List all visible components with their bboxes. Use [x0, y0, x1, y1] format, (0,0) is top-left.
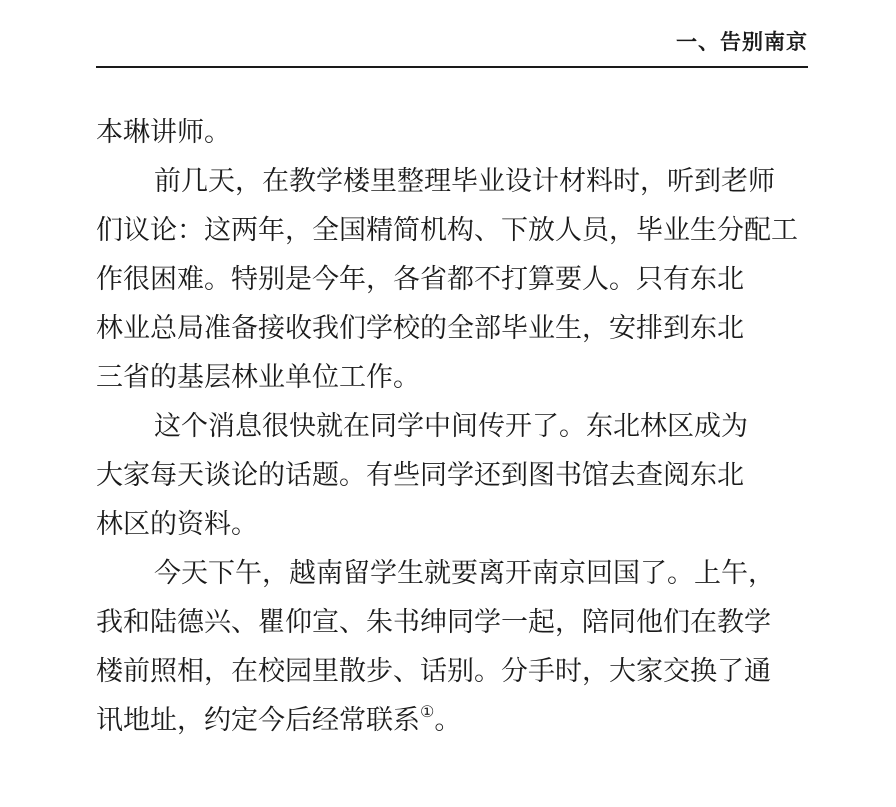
running-head: 一、告别南京	[676, 30, 808, 54]
text-line: 楼前照相，在校园里散步、话别。分手时，大家交换了通	[96, 656, 771, 687]
text-line: 林区的资料。	[96, 509, 258, 540]
page-header	[96, 0, 808, 70]
text-line: 作很困难。特别是今年，各省都不打算要人。只有东北	[96, 264, 744, 295]
paragraph-start-line: 今天下午，越南留学生就要离开南京回国了。上午，	[154, 558, 775, 589]
paragraph-start-line: 这个消息很快就在同学中间传开了。东北林区成为	[154, 411, 748, 442]
last-line-text: 讯地址，约定今后经常联系	[96, 705, 420, 736]
body-text	[96, 108, 808, 745]
text-line: 本琳讲师。	[96, 117, 231, 148]
final-punctuation: 。	[434, 705, 462, 736]
header-rule	[96, 66, 808, 68]
footnote-marker[interactable]: ①	[420, 702, 435, 721]
text-line: 林业总局准备接收我们学校的全部毕业生，安排到东北	[96, 313, 744, 344]
last-line	[96, 696, 808, 745]
text-line: 我和陆德兴、瞿仰宣、朱书绅同学一起，陪同他们在教学	[96, 607, 771, 638]
paragraph-start-line: 前几天，在教学楼里整理毕业设计材料时，听到老师	[154, 166, 775, 197]
text-line: 们议论：这两年，全国精简机构、下放人员，毕业生分配工	[96, 215, 798, 246]
text-line: 三省的基层林业单位工作。	[96, 362, 420, 393]
text-line: 大家每天谈论的话题。有些同学还到图书馆去查阅东北	[96, 460, 744, 491]
